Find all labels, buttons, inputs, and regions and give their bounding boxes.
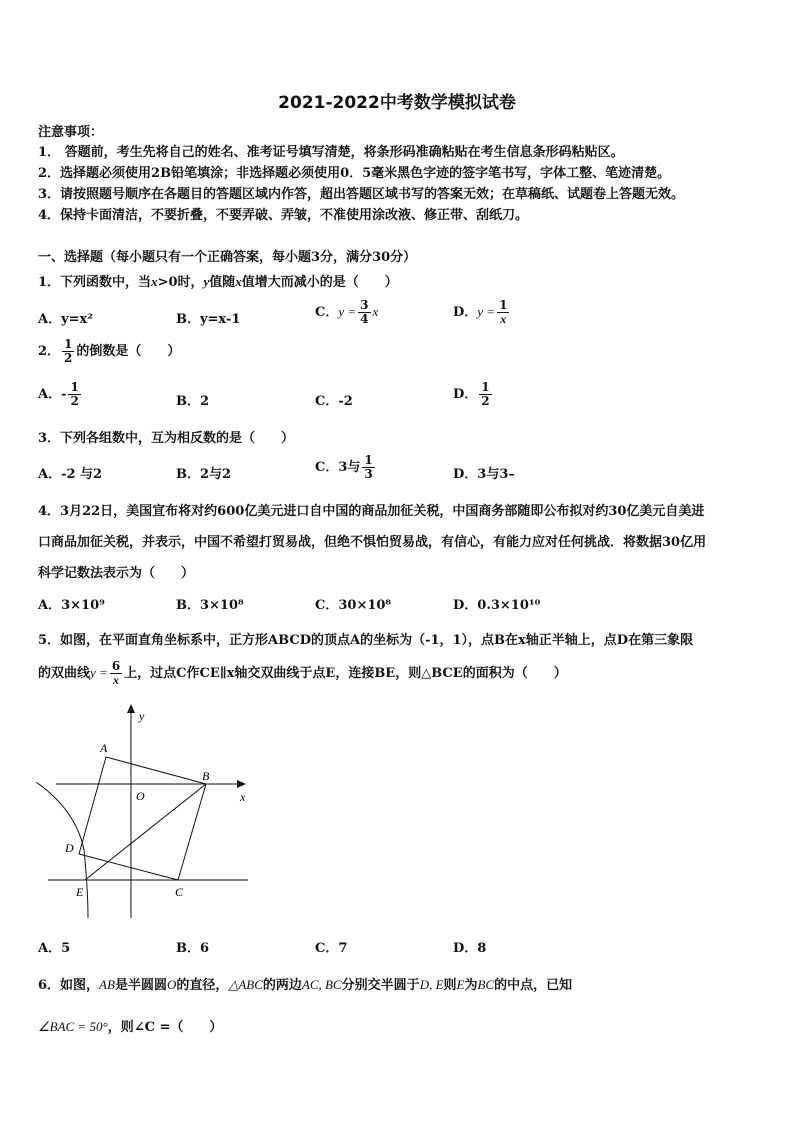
label-a: A [100,741,108,755]
q5-option-b: B．6 [176,941,210,956]
label-o: O [136,789,145,803]
q5-option-d: D．8 [453,941,487,956]
q4-option-c: C．30×10⁸ [315,598,392,613]
q4-option-d: D．0.3×10¹⁰ [453,598,541,613]
label-b: B [202,769,210,783]
y-axis-arrow [127,704,135,713]
q3-option-b: B．2与2 [176,467,232,482]
notice-item-3: 3．请按照题号顺序在各题目的答题区域内作答，超出答题区域书写的答案无效；在草稿纸、试题卷上答题无效。 [38,187,685,202]
q3-option-c: C．3与 $\frac{1}{3}$ [315,453,373,481]
q4-option-b: B．3×10⁸ [176,598,244,613]
q6-line-1: 6．如图，AB是半圆圆O的直径，△ABC的两边AC, BC分别交半圆于D, E则E为BC的中点，已知 [38,977,573,993]
q1-stem: 1．下列函数中，当x>0时，y值随x值增大而减小的是（ ） [38,274,398,290]
square-abcd [79,757,206,880]
notice-item-2: 2．选择题必须使用2B铅笔填涂；非选择题必须使用0．5毫米黑色字迹的签字笔书写，字体工整、笔迹清楚。 [38,166,671,181]
notice-item-4: 4．保持卡面清洁，不要折叠，不要弄破、弄皱，不准使用涂改液、修正带、刮纸刀。 [38,208,529,223]
q5-option-a: A．5 [38,941,71,956]
q4-line-3: 科学记数法表示为（ ） [38,566,195,581]
q1-option-b: B．y=x-1 [176,312,241,327]
page-title: 2021-2022中考数学模拟试卷 [278,93,516,113]
q5-option-c: C．7 [315,941,348,956]
q5-figure [36,700,256,920]
q2-option-c: C．-2 [315,394,353,409]
q1-option-a: A．y=x² [38,312,93,327]
label-x: x [240,790,246,804]
q6-line-2: ∠BAC = 50°，则∠C =（ ） [38,1019,223,1035]
label-d: D [65,841,74,855]
label-e: E [76,885,84,899]
q2-option-a: A．- $\frac{1}{2}$ [38,380,79,408]
q4-line-2: 口商品加征关税，并表示，中国不希望打贸易战，但绝不惧怕贸易战，有信心，有能力应对任何挑战．将数据30亿用 [38,535,707,550]
q2-option-d: D． $\frac{1}{2}$ [453,380,490,408]
q1-option-d: D．y = $\frac{1}{x}$ [453,298,508,326]
label-y: y [139,709,145,723]
q4-option-a: A．3×10⁹ [38,598,105,613]
x-axis-arrow [237,780,246,788]
q2-option-b: B．2 [176,394,210,409]
q2-stem: 2． $\frac{1}{2}$ 的倒数是（ ） [38,337,181,365]
q4-line-1: 4．3月22日，美国宣布将对约600亿美元进口自中国的商品加征关税，中国商务部随即公布拟对约30亿美元自美进 [38,504,705,519]
notice-item-1: 1． 答题前，考生先将自己的姓名、准考证号填写清楚，将条形码准确粘贴在考生信息条形码粘贴区。 [38,145,624,160]
q5-line-1: 5．如图，在平面直角坐标系中，正方形ABCD的顶点A的坐标为（-1，1），点B在x轴正半轴上，点D在第三象限 [38,633,694,648]
q3-option-a: A．-2 与2 [38,467,103,482]
segment-be [85,784,206,880]
q3-stem: 3．下列各组数中，互为相反数的是（ ） [38,431,295,446]
label-c: C [175,885,184,899]
q1-option-c: C．y = $\frac{3}{4}$ x [315,298,379,326]
q3-option-d: D．3与3– [453,467,515,482]
notice-heading: 注意事项： [38,125,104,140]
q5-line-2: 的双曲线y = $\frac{6}{x}$ 上，过点C作CE∥x轴交双曲线于点E，连接BE，则△BCE的面积为（ ） [38,659,567,687]
section-heading: 一、选择题（每小题只有一个正确答案，每小题3分，满分30分） [38,250,417,265]
